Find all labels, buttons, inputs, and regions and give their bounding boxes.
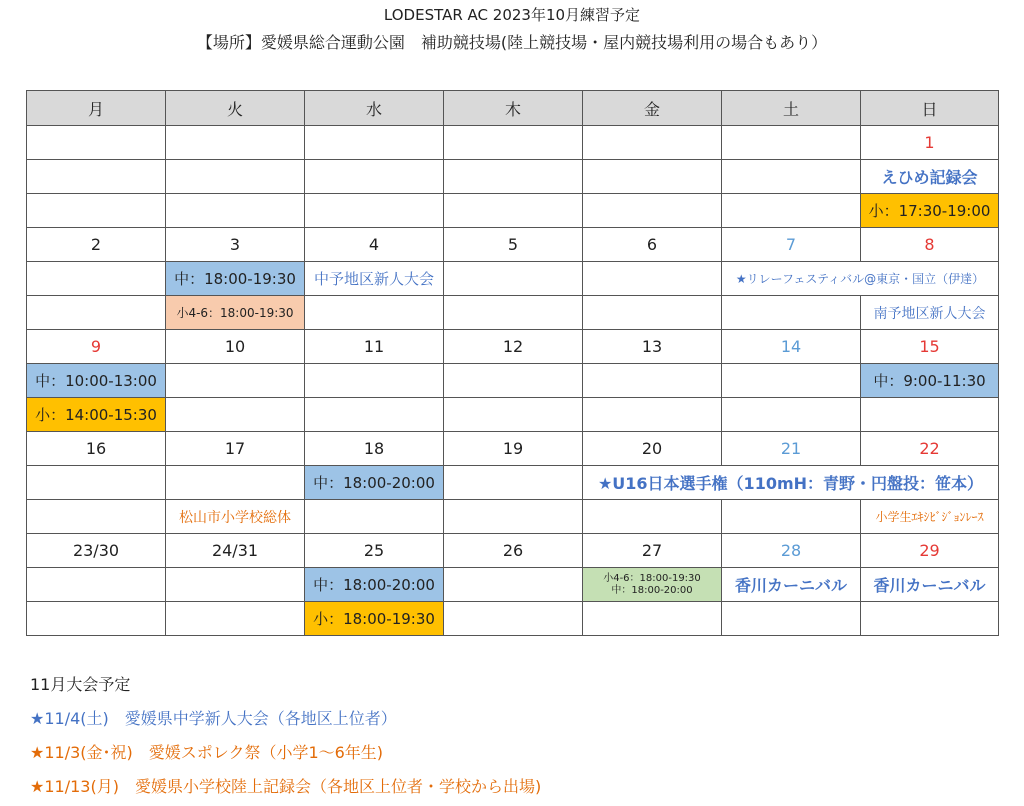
weekday-wed: 水 [305, 91, 444, 126]
date-oct-11: 11 [305, 330, 444, 364]
calendar-table [26, 90, 999, 636]
date-oct-12: 12 [444, 330, 583, 364]
date-oct-10: 10 [166, 330, 305, 364]
event-ehime-record-meet: えひめ記録会 [861, 160, 999, 194]
date-oct-29: 29 [861, 534, 999, 568]
weekday-mon: 月 [27, 91, 166, 126]
event-kagawa-carnival-sun: 香川カーニバル [861, 568, 999, 602]
empty-cell [305, 126, 444, 160]
empty-cell [722, 126, 861, 160]
date-oct-23-30: 23/30 [27, 534, 166, 568]
empty-cell [583, 126, 722, 160]
week1-date-row [27, 126, 999, 160]
event-chuyo-rookie-meet: 中予地区新人大会 [305, 262, 444, 296]
practice-middle-oct-25: 中：18:00-20:00 [305, 568, 444, 602]
week4-row-a [27, 466, 999, 500]
week3-row-b [27, 398, 999, 432]
weekday-sat: 土 [722, 91, 861, 126]
date-oct-16: 16 [27, 432, 166, 466]
date-oct-15: 15 [861, 330, 999, 364]
week2-row-a [27, 262, 999, 296]
event-elem-exhibition-race: 小学生ｴｷｼﾋﾞｼﾞｮﾝﾚｰｽ [861, 500, 999, 534]
date-oct-28: 28 [722, 534, 861, 568]
week3-row-a [27, 364, 999, 398]
practice-combined-oct-27 [583, 568, 722, 602]
date-oct-18: 18 [305, 432, 444, 466]
november-item-sports-rec: ★11/3(金･祝) 愛媛スポレク祭（小学1～6年生) [30, 743, 384, 762]
empty-cell [27, 126, 166, 160]
date-oct-24-31: 24/31 [166, 534, 305, 568]
event-u16-championship: ★U16日本選手権（110mH：青野・円盤投：笹本） [583, 466, 999, 500]
november-events [30, 668, 541, 804]
practice-middle-line: 中：18:00-20:00 [611, 584, 693, 596]
weekday-thu: 木 [444, 91, 583, 126]
empty-cell [444, 126, 583, 160]
week2-row-b [27, 296, 999, 330]
date-oct-19: 19 [444, 432, 583, 466]
date-oct-14: 14 [722, 330, 861, 364]
date-oct-25: 25 [305, 534, 444, 568]
practice-middle-oct-3: 中：18:00-19:30 [166, 262, 305, 296]
november-item-junior-high: ★11/4(土) 愛媛県中学新人大会（各地区上位者） [30, 709, 397, 728]
event-relay-festival: ★リレーフェスティバル@東京・国立（伊達） [722, 262, 999, 296]
practice-middle-oct-9: 中：10:00-13:00 [27, 364, 166, 398]
week3-date-row [27, 330, 999, 364]
date-oct-1: 1 [861, 126, 999, 160]
date-oct-20: 20 [583, 432, 722, 466]
event-nanyo-rookie-meet: 南予地区新人大会 [861, 296, 999, 330]
date-oct-5: 5 [444, 228, 583, 262]
date-oct-27: 27 [583, 534, 722, 568]
page-title: LODESTAR AC 2023年10月練習予定 [383, 6, 641, 24]
practice-elementary-oct-25: 小：18:00-19:30 [305, 602, 444, 636]
date-oct-8: 8 [861, 228, 999, 262]
weekday-fri: 金 [583, 91, 722, 126]
practice-elementary-oct-9: 小：14:00-15:30 [27, 398, 166, 432]
weekday-header-row [27, 91, 999, 126]
date-oct-6: 6 [583, 228, 722, 262]
event-matsuyama-elem-meet: 松山市小学校総体 [166, 500, 305, 534]
week4-row-b [27, 500, 999, 534]
practice-elementary-oct-1: 小：17:30-19:00 [861, 194, 999, 228]
weekday-tue: 火 [166, 91, 305, 126]
date-oct-2: 2 [27, 228, 166, 262]
practice-elem46-oct-3: 小4-6：18:00-19:30 [166, 296, 305, 330]
practice-elem46-line: 小4-6：18:00-19:30 [603, 572, 701, 584]
november-item-elem-record: ★11/13(月) 愛媛県小学校陸上記録会（各地区上位者・学校から出場) [30, 777, 542, 796]
practice-middle-oct-15: 中：9:00-11:30 [861, 364, 999, 398]
week5-row-b [27, 602, 999, 636]
date-oct-22: 22 [861, 432, 999, 466]
date-oct-17: 17 [166, 432, 305, 466]
date-oct-13: 13 [583, 330, 722, 364]
date-oct-26: 26 [444, 534, 583, 568]
date-oct-7: 7 [722, 228, 861, 262]
date-oct-3: 3 [166, 228, 305, 262]
empty-cell [166, 126, 305, 160]
week1-practice-row [27, 194, 999, 228]
date-oct-9: 9 [27, 330, 166, 364]
date-oct-4: 4 [305, 228, 444, 262]
november-heading: 11月大会予定 [30, 675, 131, 694]
event-kagawa-carnival-sat: 香川カーニバル [722, 568, 861, 602]
week5-date-row [27, 534, 999, 568]
location-line: 【場所】愛媛県総合運動公園 補助競技場(陸上競技場・屋内競技場利用の場合もあり） [196, 33, 828, 52]
week2-date-row [27, 228, 999, 262]
weekday-sun: 日 [861, 91, 999, 126]
week5-row-a [27, 568, 999, 602]
week4-date-row [27, 432, 999, 466]
date-oct-21: 21 [722, 432, 861, 466]
week1-event-row [27, 160, 999, 194]
practice-middle-oct-18: 中：18:00-20:00 [305, 466, 444, 500]
